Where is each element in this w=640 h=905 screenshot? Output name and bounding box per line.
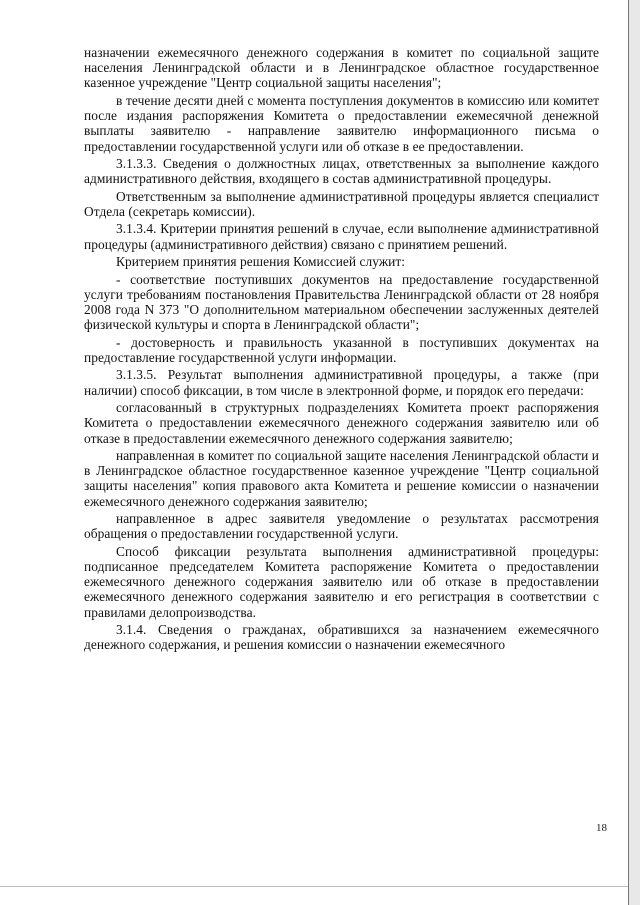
paragraph-9: 3.1.3.5. Результат выполнения административной процедуры, а также (при наличии) способ фиксации, в том числе в электронной форме, и порядок его передачи:	[84, 367, 599, 398]
paragraph-5: 3.1.3.4. Критерии принятия решений в случае, если выполнение административной процедуры (административного действия) связано с принятием решений.	[84, 221, 599, 252]
paragraph-3: 3.1.3.3. Сведения о должностных лицах, ответственных за выполнение каждого административного действия, входящего в состав административной процедуры.	[84, 156, 599, 187]
scan-right-margin	[629, 0, 640, 905]
paragraph-6: Критерием принятия решения Комиссией служит:	[116, 254, 406, 270]
paragraph-10: согласованный в структурных подразделениях Комитета проект распоряжения Комитета о предоставлении ежемесячного денежного содержания заявителю или об отказе в предоставлении ежемесячного денежного содержания заявителю;	[84, 400, 599, 446]
page-number: 18	[596, 822, 607, 834]
paragraph-1: назначении ежемесячного денежного содержания в комитет по социальной защите населения Ленинградской области и в Ленинградское областное государственное казенное учреждение "Центр социальной защиты населения";	[84, 45, 599, 91]
paragraph-2: в течение десяти дней с момента поступления документов в комиссию или комитет после издания распоряжения Комитета о предоставлении ежемесячной денежной выплаты заявителю - направление заявителю информационного письма о предоставлении государственной услуги или об отказе в ее предоставлении.	[84, 92, 599, 154]
paragraph-8: - достоверность и правильность указанной в поступивших документах на предоставление государственной услуги информации.	[84, 334, 599, 365]
document-body	[84, 45, 599, 655]
paragraph-4: Ответственным за выполнение административной процедуры является специалист Отдела (секретарь комиссии).	[84, 188, 599, 219]
paragraph-14: 3.1.4. Сведения о гражданах, обратившихся за назначением ежемесячного денежного содержания, и решения комиссии о назначении ежемесячного	[84, 622, 599, 653]
scan-bottom-edge	[0, 886, 628, 887]
paragraph-12: направленное в адрес заявителя уведомление о результатах рассмотрения обращения о предоставлении государственной услуги.	[84, 511, 599, 542]
paragraph-11: направленная в комитет по социальной защите населения Ленинградской области и в Ленинградское областное государственное казенное учреждение "Центр социальной защиты населения" копия правового акта Комитета и решение комиссии о назначении ежемесячного денежного содержания заявителю;	[84, 448, 599, 509]
paragraph-13: Способ фиксации результата выполнения административной процедуры: подписанное председателем Комитета распоряжение Комитета о предоставлении ежемесячного денежного содержания заявителю или об отказе в предоставлении ежемесячного денежного содержания заявителю и его регистрация в соответствии с правилами делопроизводства.	[84, 543, 599, 620]
paragraph-7: - соответствие поступивших документов на предоставление государственной услуги требованиям постановления Правительства Ленинградской области от 28 ноября 2008 года N 373 "О дополнительном материальном обеспечении заслуженных деятелей физической культуры и спорта в Ленинградской области";	[84, 271, 599, 333]
